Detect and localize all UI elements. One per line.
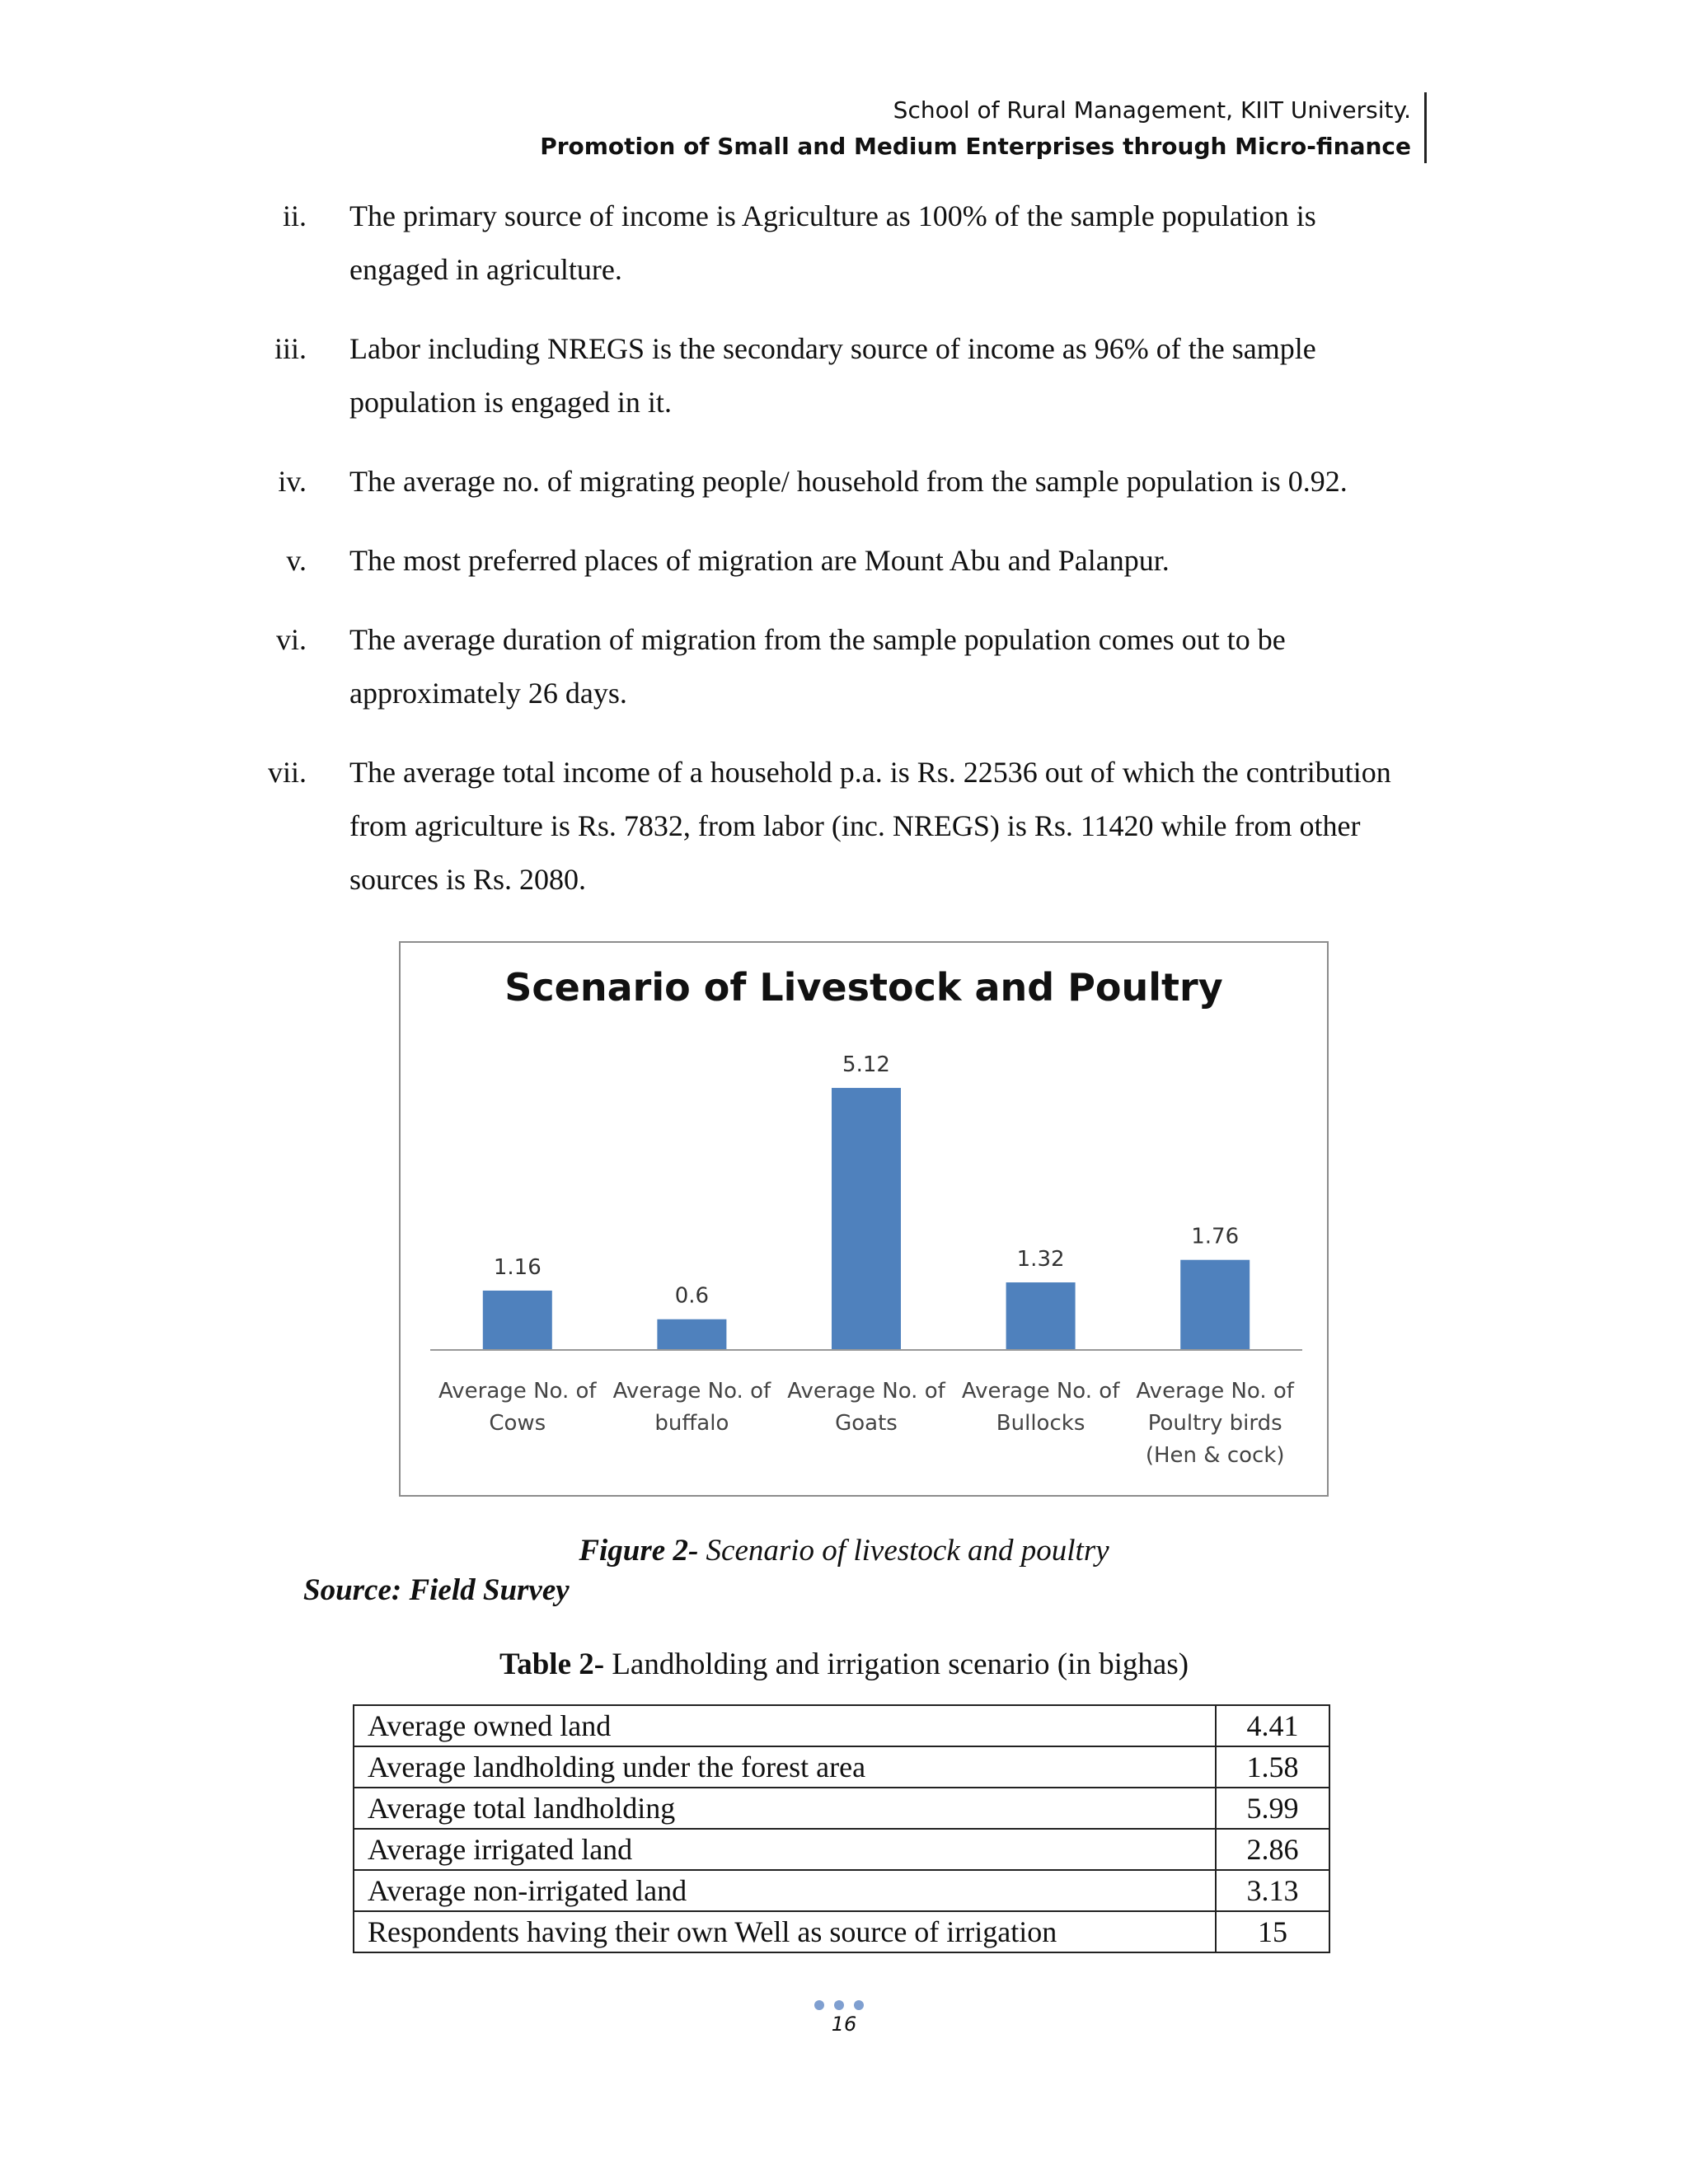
chart-title: Scenario of Livestock and Poultry [504, 965, 1223, 1010]
category-label-0-0: Average No. of [438, 1379, 597, 1404]
footer-dot [854, 2000, 864, 2010]
figure-caption-text: Scenario of livestock and poultry [698, 1534, 1109, 1568]
header-report-title: Promotion of Small and Medium Enterprises through Micro-finance [540, 133, 1411, 160]
category-label-2-0: Average No. of [787, 1379, 945, 1404]
table-cell-value: 3.13 [1216, 1870, 1329, 1911]
table-cell-value: 5.99 [1216, 1788, 1329, 1829]
data-label-0: 1.16 [493, 1254, 542, 1280]
category-label-1-1: buffalo [654, 1411, 729, 1436]
header-divider [1424, 92, 1427, 163]
figure-label: Figure 2- [579, 1534, 699, 1568]
table-label: Table 2- [499, 1647, 605, 1681]
category-label-4-2: (Hen & cock) [1145, 1443, 1285, 1468]
livestock-chart [399, 941, 1329, 1497]
table-row [354, 1870, 1329, 1911]
table-title [0, 1647, 1688, 1682]
finding-text: The most preferred places of migration are Mount Abu and Palanpur. [349, 544, 1170, 577]
category-label-3-0: Average No. of [961, 1379, 1120, 1404]
figure-source: Source: Field Survey [303, 1573, 570, 1607]
bar-2 [832, 1088, 901, 1350]
data-label-3: 1.32 [1016, 1247, 1065, 1272]
table-cell-label: Average non-irrigated land [354, 1870, 1216, 1911]
bar-0 [483, 1291, 552, 1350]
table-cell-value: 15 [1216, 1911, 1329, 1952]
finding-text: Labor including NREGS is the secondary source of income as 96% of the sample population is engaged in it. [349, 332, 1316, 419]
category-label-1-0: Average No. of [612, 1379, 771, 1404]
footer-dot [814, 2000, 824, 2010]
finding-number: iv. [278, 465, 307, 498]
finding-number: vii. [267, 756, 307, 789]
finding-item [247, 455, 1418, 509]
table-cell-label: Average total landholding [354, 1788, 1216, 1829]
table-row [354, 1705, 1329, 1746]
category-label-4-1: Poultry birds [1147, 1411, 1282, 1436]
finding-number: v. [286, 544, 307, 577]
finding-text: The average total income of a household p.a. is Rs. 22536 out of which the contribution from agriculture is Rs. 7832, from labor (inc. NREGS) is Rs. 11420 while from other sources is Rs. 2080. [349, 756, 1391, 896]
page-number: 16 [831, 2013, 857, 2036]
finding-item [247, 190, 1418, 297]
figure-caption [0, 1533, 1688, 1568]
table-title-text: Landholding and irrigation scenario (in bighas) [604, 1647, 1189, 1681]
footer-dot [834, 2000, 844, 2010]
table-row [354, 1829, 1329, 1870]
table-row [354, 1911, 1329, 1952]
findings-list [247, 190, 1418, 932]
finding-text: The average duration of migration from the sample population comes out to be approximately 26 days. [349, 623, 1286, 710]
data-label-2: 5.12 [842, 1052, 890, 1078]
bar-4 [1180, 1260, 1250, 1350]
table-cell-value: 1.58 [1216, 1746, 1329, 1788]
category-label-0-1: Cows [489, 1411, 546, 1436]
data-label-1: 0.6 [674, 1283, 710, 1309]
finding-number: ii. [282, 199, 307, 232]
data-label-4: 1.76 [1191, 1224, 1240, 1249]
table-row [354, 1788, 1329, 1829]
table-cell-value: 2.86 [1216, 1829, 1329, 1870]
table-cell-label: Average owned land [354, 1705, 1216, 1746]
finding-item [247, 322, 1418, 429]
finding-number: iii. [274, 332, 307, 365]
bar-1 [657, 1319, 726, 1350]
finding-item [247, 534, 1418, 588]
finding-text: The primary source of income is Agriculture as 100% of the sample population is engaged in agriculture. [349, 199, 1316, 286]
table-cell-label: Average irrigated land [354, 1829, 1216, 1870]
header-institution: School of Rural Management, KIIT University. [893, 96, 1411, 124]
category-label-2-1: Goats [835, 1411, 898, 1436]
finding-item [247, 613, 1418, 720]
page-header [540, 92, 1411, 165]
category-label-3-1: Bullocks [996, 1411, 1085, 1436]
table-cell-label: Respondents having their own Well as source of irrigation [354, 1911, 1216, 1952]
finding-text: The average no. of migrating people/ household from the sample population is 0.92. [349, 465, 1348, 498]
chart-canvas [401, 943, 1327, 1495]
category-label-4-0: Average No. of [1136, 1379, 1294, 1404]
table-row [354, 1746, 1329, 1788]
table-cell-label: Average landholding under the forest area [354, 1746, 1216, 1788]
finding-item [247, 746, 1418, 907]
bar-3 [1006, 1282, 1076, 1350]
table-cell-value: 4.41 [1216, 1705, 1329, 1746]
finding-number: vi. [275, 623, 307, 656]
landholding-table [353, 1704, 1330, 1953]
